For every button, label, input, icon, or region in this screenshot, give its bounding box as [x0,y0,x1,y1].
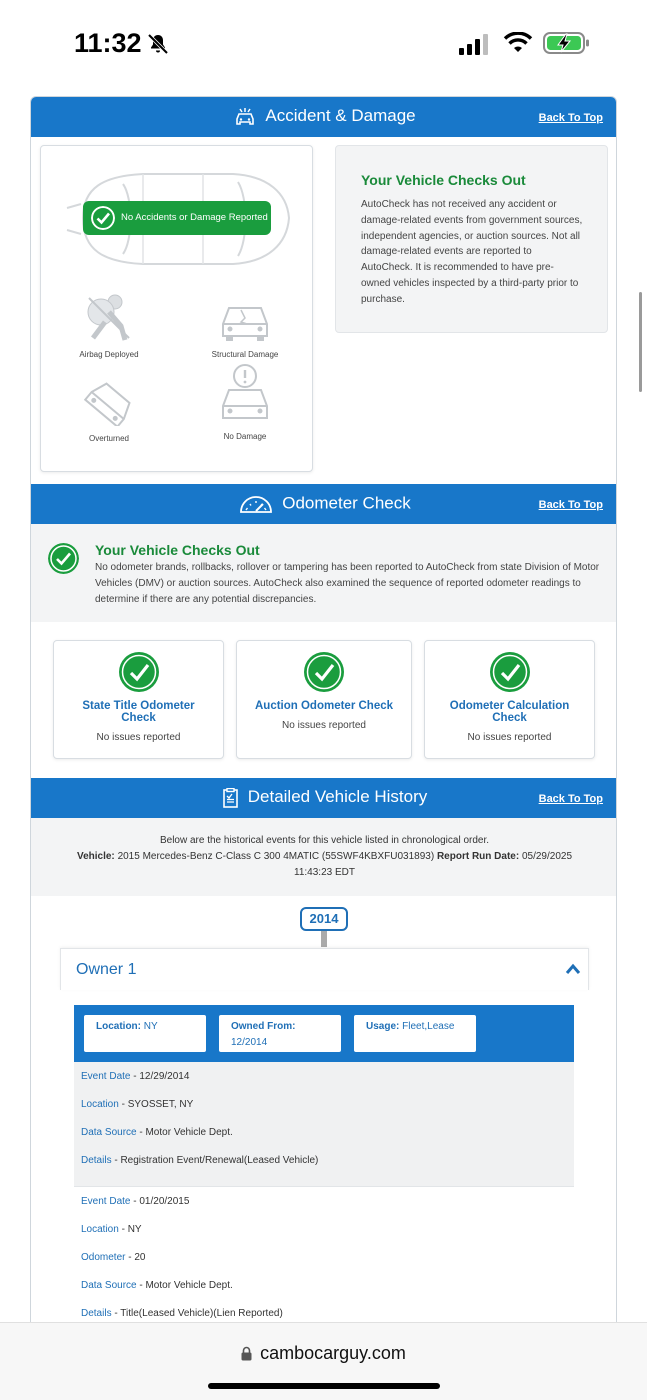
page-scrollbar[interactable] [639,292,642,392]
overturned-label: Overturned [88,434,130,443]
event-row [74,1063,574,1091]
bell-muted-icon [146,32,170,56]
browser-address-bar[interactable] [0,1322,647,1400]
check-circle-icon [490,652,530,692]
status-bar [0,0,647,88]
card-status: No issues reported [282,720,366,731]
check-circle-icon [304,652,344,692]
lock-icon [241,1346,252,1361]
no-damage-icon [219,364,271,424]
event-value: - 12/29/2014 [130,1071,190,1082]
event-key: Odometer [81,1252,126,1263]
state-title-odometer-card [53,640,224,759]
event-key: Data Source [81,1280,137,1291]
no-damage-item [185,364,305,441]
owned-from-value: 12/2014 [231,1037,268,1048]
event-value: - Motor Vehicle Dept. [136,1127,233,1138]
event-row [74,1147,574,1175]
owner-title: Owner 1 [76,961,137,978]
event-value: - 20 [125,1252,146,1263]
back-to-top-link[interactable]: Back To Top [538,499,603,511]
event-row [74,1244,574,1272]
event-value: - SYOSSET, NY [118,1099,194,1110]
vehicle-value: 2015 Mercedes-Benz C-Class C 300 4MATIC (55SWF4KBXFU031893) [117,851,435,862]
event-key: Details [81,1308,112,1319]
history-event [74,1186,574,1334]
event-value: - 01/20/2015 [130,1196,190,1207]
airbag-deployed-label: Airbag Deployed [79,350,139,359]
check-circle-icon [48,543,79,574]
airbag-deployed-item [49,292,169,359]
usage-label: Usage: [366,1021,400,1032]
event-row [74,1091,574,1119]
card-title: State Title Odometer Check [82,700,195,724]
event-row [74,1272,574,1300]
airbag-icon [85,292,133,342]
card-title: Auction Odometer Check [254,700,394,712]
card-title: Odometer Calculation Check [449,700,570,724]
overturned-item [49,382,169,443]
auction-odometer-card [236,640,412,759]
run-date-value: 05/29/2025 11:43:23 EDT [294,851,573,878]
event-row [74,1216,574,1244]
history-intro-text: Below are the historical events for this vehicle listed in chronological order. [159,835,490,846]
owned-from-label: Owned From: [231,1021,296,1032]
url-text[interactable]: cambocarguy.com [260,1343,406,1363]
check-circle-icon [91,206,115,230]
accident-info-title: Your Vehicle Checks Out [361,172,526,188]
run-date-label: Report Run Date: [436,851,520,862]
history-event [74,1062,574,1186]
event-key: Location [81,1224,119,1235]
battery-charging-icon [543,31,591,55]
vehicle-label: Vehicle: [76,851,115,862]
accident-diagram-card [40,145,313,472]
structural-damage-item [185,300,305,359]
structural-damage-icon [219,300,271,342]
card-status: No issues reported [467,732,552,743]
home-indicator[interactable] [208,1383,440,1389]
odometer-summary [31,524,617,622]
card-status: No issues reported [96,732,181,743]
cellular-signal-icon [459,33,491,55]
odometer-summary-title: Your Vehicle Checks Out [95,542,260,558]
odometer-section-header [31,484,617,524]
checklist-icon [222,788,240,808]
no-accidents-badge [83,201,271,235]
status-time: 11:32 [74,28,142,58]
event-key: Event Date [81,1071,131,1082]
event-row [74,1119,574,1147]
location-label: Location: [96,1021,141,1032]
history-intro [31,818,617,896]
history-vehicle-line [61,849,588,881]
overturned-car-icon [84,382,134,426]
event-value: - Motor Vehicle Dept. [136,1280,233,1291]
no-damage-label: No Damage [223,432,267,441]
no-accidents-label: No Accidents or Damage Reported [121,212,268,223]
accident-info-text: AutoCheck has not received any accident or damage-related events from government sources, independent agencies, or auction sources. Not all damage-related events are reported to AutoCheck. It is recommended to have pre-owned vehicles inspected by a third-party prior to purchase. [361,199,583,305]
owner-accordion-header[interactable] [60,948,589,990]
usage-value: Fleet,Lease [402,1021,455,1032]
owner-location-box [84,1015,206,1052]
accident-section-title: Accident & Damage [265,106,416,125]
event-row [74,1188,574,1216]
owner-owned-from-box [219,1015,341,1052]
history-section-header [31,778,617,818]
event-value: - Registration Event/Renewal(Leased Vehicle) [111,1155,319,1166]
structural-damage-label: Structural Damage [211,350,279,359]
owner-usage-box [354,1015,476,1052]
event-value: - Title(Leased Vehicle)(Lien Reported) [111,1308,283,1319]
odometer-calculation-card [424,640,595,759]
speedometer-icon [238,493,274,515]
back-to-top-link[interactable]: Back To Top [538,112,603,124]
accident-info-box [335,145,608,333]
location-value: NY [143,1021,158,1032]
odometer-summary-text: No odometer brands, rollbacks, rollover or tampering has been reported to AutoCheck from state Division of Motor Vehicles (DMV) or auction sources. AutoCheck also examined the sequence of reported odometer readings to determine if there are any potential discrepancies. [95,562,600,605]
history-section-title: Detailed Vehicle History [247,787,428,806]
car-crash-icon [233,107,257,127]
event-key: Data Source [81,1127,137,1138]
event-value: - NY [118,1224,142,1235]
timeline-connector [321,931,327,947]
event-key: Event Date [81,1196,131,1207]
check-circle-icon [119,652,159,692]
event-key: Location [81,1099,119,1110]
accident-section-header [31,97,617,137]
back-to-top-link[interactable]: Back To Top [538,793,603,805]
year-marker: 2014 [300,907,348,931]
report-container [30,96,617,1336]
wifi-icon [503,32,533,54]
chevron-up-icon[interactable] [565,963,581,975]
event-key: Details [81,1155,112,1166]
owner-info-bar [74,1005,574,1062]
odometer-section-title: Odometer Check [282,493,411,513]
